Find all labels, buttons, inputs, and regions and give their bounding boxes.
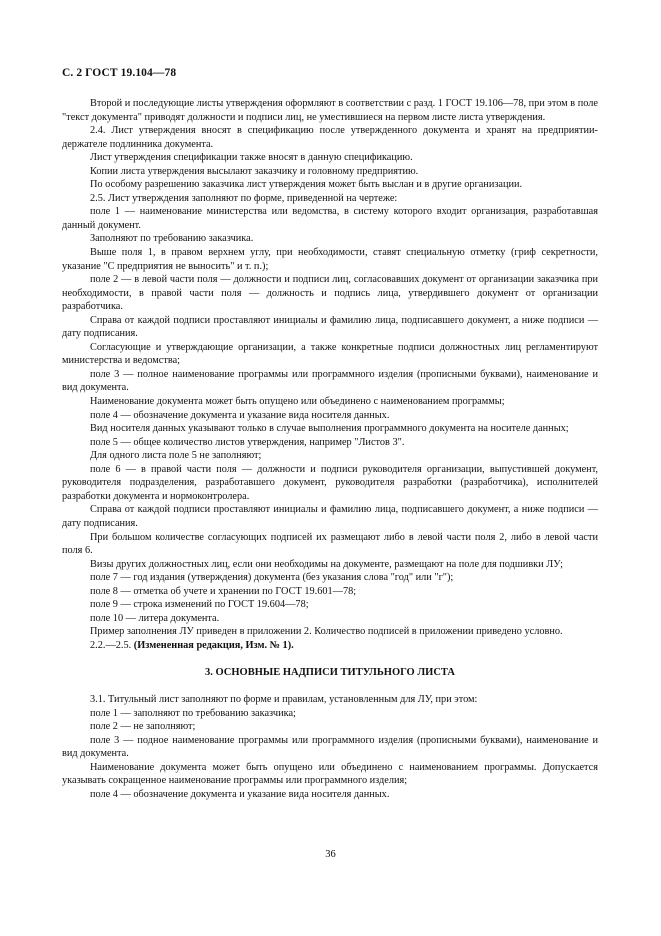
paragraph: поле 2 — в левой части поля — должности и подписи лиц, согласовавших документ от организации заказчика при необходимости, в правой части поля — должность и подпись лица, утвердившего документ от организации разработчика. — [62, 274, 598, 313]
paragraph: При большом количестве согласующих подписей их размещают либо в левой части поля 2, либо в левой части поля 6. — [62, 531, 598, 557]
paragraph: Заполняют по требованию заказчика. — [90, 233, 254, 245]
section-heading: 3. ОСНОВНЫЕ НАДПИСИ ТИТУЛЬНОГО ЛИСТА — [205, 666, 455, 678]
paragraph: поле 8 — отметка об учете и хранении по ГОСТ 19.601—78; — [90, 585, 357, 597]
paragraph: Справа от каждой подписи проставляют инициалы и фамилию лица, подписавшего документ, а ниже подписи — дату подписания. — [62, 504, 598, 529]
paragraph: 2.5. Лист утверждения заполняют по форме, приведенной на чертеже: — [90, 192, 398, 204]
paragraph: Наименование документа может быть опущено или объединено с наименованием программы; — [90, 396, 505, 408]
paragraph: поле 10 — литера документа. — [90, 612, 220, 624]
paragraph: поле 2 — не заполняют; — [90, 721, 196, 733]
paragraph: Выше поля 1, в правом верхнем углу, при необходимости, ставят специальную отметку (гриф секретности, указание "С предприятия не выносить" и т. п.); — [62, 247, 598, 272]
paragraph: Лист утверждения спецификации также вносят в данную спецификацию. — [90, 152, 413, 164]
paragraph: Вид носителя данных указывают только в случае выполнения программного документа на носителе данных; — [90, 423, 569, 435]
paragraph: поле 4 — обозначение документа и указание вида носителя данных. — [90, 409, 390, 421]
edition-note — [62, 639, 598, 653]
edition-text: (Измененная редакция, Изм. № 1). — [133, 639, 294, 651]
paragraph: Пример заполнения ЛУ приведен в приложении 2. Количество подписей в приложении приведено условно. — [90, 626, 563, 638]
paragraph: поле 5 — общее количество листов утверждения, например "Листов 3". — [90, 436, 405, 448]
paragraph: поле 6 — в правой части поля — должности и подписи руководителя организации, выпустившей документ, руководителя подразделения, разработавшего документ, руководителя разработки (разработчика), исполнителей разработки документа и нормоконтролера. — [62, 463, 598, 502]
paragraph: поле 4 — обозначение документа и указание вида носителя данных. — [90, 788, 390, 800]
paragraph: Второй и последующие листы утверждения оформляют в соответствии с разд. 1 ГОСТ 19.106—78, при этом в поле "текст документа" приводят должности и подписи лиц, не уместившиеся на первом листе листа утверждения. — [62, 98, 598, 123]
page-number: 36 — [325, 849, 336, 860]
paragraph: поле 3 — подное наименование программы или программного изделия (прописными буквами), наименование и вид документа. — [62, 734, 598, 760]
paragraph: поле 9 — строка изменений по ГОСТ 19.604—78; — [90, 599, 309, 611]
paragraph: Для одного листа поле 5 не заполняют; — [90, 450, 262, 462]
paragraph: поле 1 — заполняют по требованию заказчика; — [90, 707, 296, 719]
paragraph: Копии листа утверждения высылают заказчику и головному предприятию. — [90, 165, 419, 177]
paragraph: Справа от каждой подписи проставляют инициалы и фамилию лица, подписавшего документ, а ниже подписи — дату подписания. — [62, 314, 598, 340]
paragraph: 3.1. Титульный лист заполняют по форме и правилам, установленным для ЛУ, при этом: — [90, 694, 478, 706]
paragraph: По особому разрешению заказчика лист утверждения может быть выслан и в другие организации. — [90, 179, 523, 191]
paragraph: Согласующие и утверждающие организации, а также конкретные подписи должностных лиц регламентируют министерства и ведомства; — [62, 341, 598, 367]
paragraph: Наименование документа может быть опущено или объединено с наименованием программы. Допускается указывать сокращенное наименование программы или программного изделия; — [62, 761, 598, 787]
page-header: С. 2 ГОСТ 19.104—78 — [62, 67, 177, 79]
paragraph: поле 1 — наименование министерства или ведомства, в систему которого входит организация, разработавшая данный документ. — [62, 206, 598, 231]
paragraph: поле 3 — полное наименование программы или программного изделия (прописными буквами), наименование и вид документа. — [62, 368, 598, 394]
edition-ref: 2.2.—2.5. — [90, 639, 132, 651]
paragraph: Визы других должностных лиц, если они необходимы на документе, размещают на поле для подшивки ЛУ; — [90, 558, 564, 570]
document-body — [62, 97, 598, 801]
paragraph: 2.4. Лист утверждения вносят в спецификацию после утвержденного документа и хранят на предприятии-держателе подлинника документа. — [62, 125, 598, 150]
paragraph: поле 7 — год издания (утверждения) документа (без указания слова "год" или "г"); — [90, 572, 454, 584]
